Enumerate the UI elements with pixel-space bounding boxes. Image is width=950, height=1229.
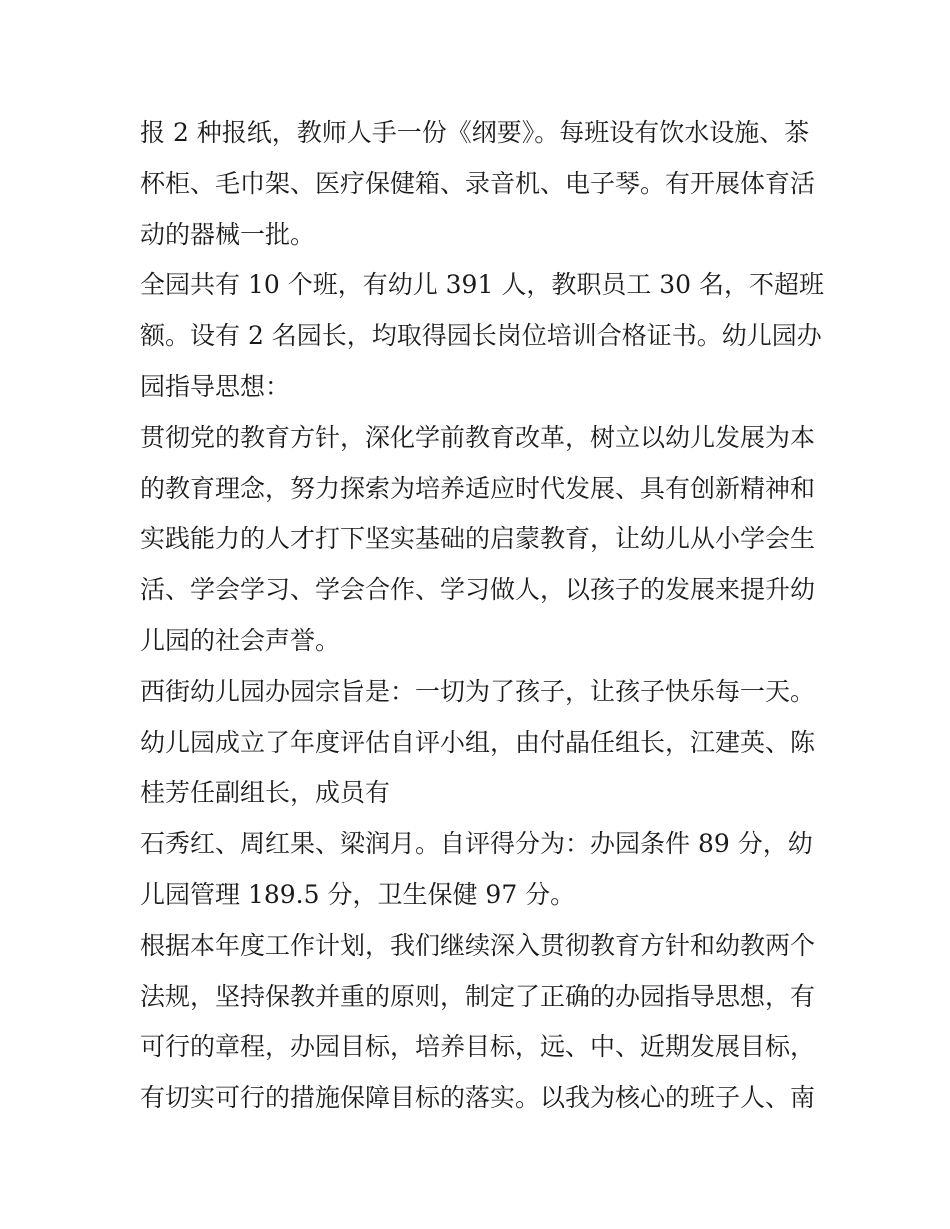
text-line: 全园共有 10 个班，有幼儿 391 人，教职员工 30 名，不超班: [140, 270, 825, 300]
document-body-text: [140, 108, 825, 1124]
text-line: 活、学会学习、学会合作、学习做人，以孩子的发展来提升幼: [140, 575, 816, 605]
text-line: 石秀红、周红果、梁润月。自评得分为：办园条件 89 分，幼: [140, 829, 813, 859]
text-line: 园指导思想：: [140, 371, 291, 401]
text-line: 桂芳任副组长，成员有: [140, 778, 391, 808]
text-line: 有切实可行的措施保障目标的落实。以我为核心的班子人、南: [140, 1083, 816, 1113]
text-line: 幼儿园成立了年度评估自评小组，由付晶任组长，江建英、陈: [140, 727, 816, 757]
text-line: 根据本年度工作计划，我们继续深入贯彻教育方针和幼教两个: [140, 930, 816, 960]
text-line: 杯柜、毛巾架、医疗保健箱、录音机、电子琴。有开展体育活: [140, 168, 816, 198]
text-line: 儿园的社会声誉。: [140, 625, 341, 655]
text-line: 儿园管理 189.5 分，卫生保健 97 分。: [140, 879, 576, 909]
text-line: 法规，坚持保教并重的原则，制定了正确的办园指导思想，有: [140, 981, 816, 1011]
text-line: 实践能力的人才打下坚实基础的启蒙教育，让幼儿从小学会生: [140, 524, 816, 554]
text-line: 动的器械一批。: [140, 219, 316, 249]
text-line: 贯彻党的教育方针，深化学前教育改革，树立以幼儿发展为本: [140, 422, 816, 452]
text-line: 的教育理念，努力探索为培养适应时代发展、具有创新精神和: [140, 473, 816, 503]
text-line: 可行的章程，办园目标，培养目标，远、中、近期发展目标，: [140, 1032, 816, 1062]
text-line: 西街幼儿园办园宗旨是：一切为了孩子，让孩子快乐每一天。: [140, 676, 816, 706]
text-line: 额。设有 2 名园长，均取得园长岗位培训合格证书。幼儿园办: [140, 321, 822, 351]
text-line: 报 2 种报纸，教师人手一份《纲要》。每班设有饮水设施、茶: [140, 118, 810, 147]
